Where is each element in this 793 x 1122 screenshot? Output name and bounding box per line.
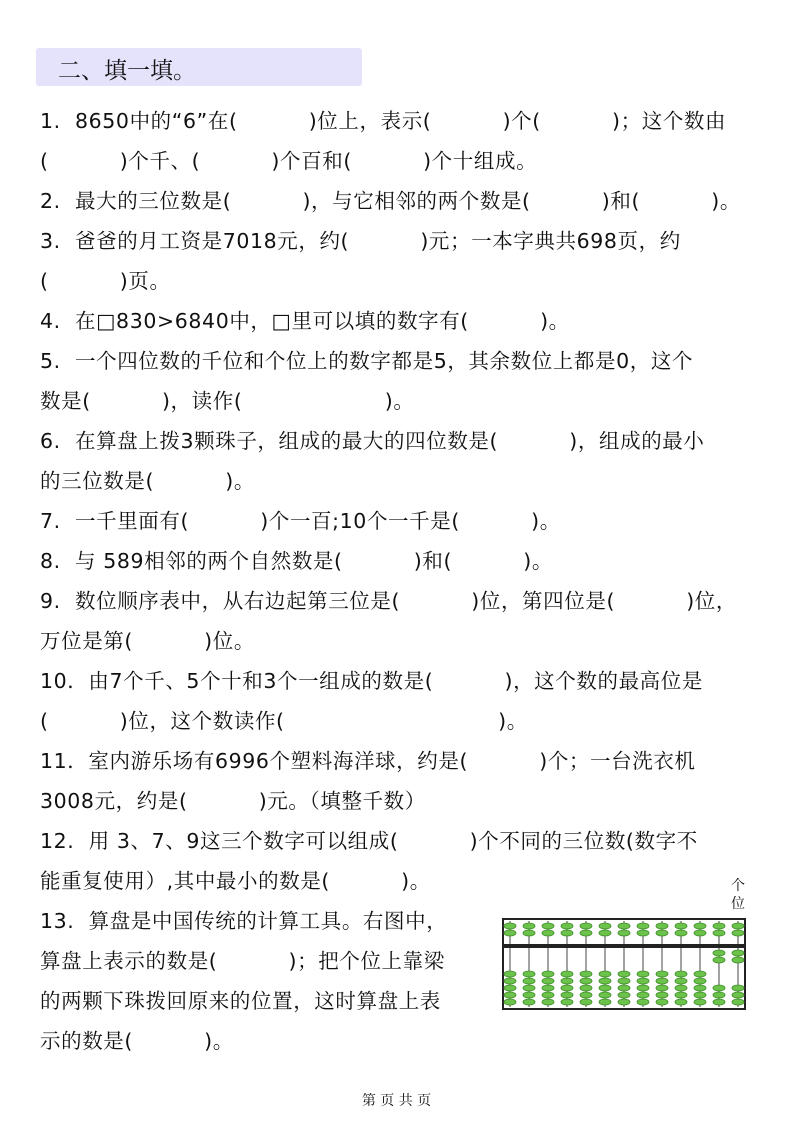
question-line: 12. 用 3、7、9这三个数字可以组成( )个不同的三位数(数字不 bbox=[40, 829, 698, 853]
abacus-bead bbox=[713, 992, 725, 998]
abacus-bead bbox=[599, 999, 611, 1005]
abacus-bead bbox=[732, 950, 744, 956]
question-line: ( )位，这个数读作( )。 bbox=[40, 709, 528, 733]
abacus-bead bbox=[732, 999, 744, 1005]
abacus-bead bbox=[599, 978, 611, 984]
abacus-bead bbox=[637, 985, 649, 991]
question-line: 2. 最大的三位数是( )，与它相邻的两个数是( )和( )。 bbox=[40, 189, 741, 213]
question-line: ( )页。 bbox=[40, 269, 171, 293]
abacus-bead bbox=[618, 999, 630, 1005]
abacus-figure bbox=[502, 918, 746, 1010]
abacus-bead bbox=[713, 950, 725, 956]
abacus-bead bbox=[504, 971, 516, 977]
abacus-bead bbox=[713, 923, 725, 929]
abacus-bead bbox=[694, 971, 706, 977]
abacus-bead bbox=[580, 923, 592, 929]
question-line: ( )个千、( )个百和( )个十组成。 bbox=[40, 149, 538, 173]
abacus-bead bbox=[561, 930, 573, 936]
abacus-bead bbox=[618, 923, 630, 929]
abacus-bead bbox=[542, 971, 554, 977]
abacus-bead bbox=[599, 923, 611, 929]
question-line: 3. 爸爸的月工资是7018元，约( )元；一本字典共698页，约 bbox=[40, 229, 681, 253]
question-line: 9. 数位顺序表中，从右边起第三位是( )位，第四位是( )位， bbox=[40, 589, 738, 613]
abacus-bead bbox=[523, 992, 535, 998]
abacus-bead bbox=[675, 923, 687, 929]
abacus-bead bbox=[675, 985, 687, 991]
abacus-bead bbox=[732, 930, 744, 936]
question-line: 1. 8650中的“6”在( )位上，表示( )个( )；这个数由 bbox=[40, 109, 727, 133]
abacus-bead bbox=[542, 985, 554, 991]
question-line: 万位是第( )位。 bbox=[40, 629, 255, 653]
abacus-bead bbox=[637, 971, 649, 977]
abacus-bead bbox=[732, 985, 744, 991]
question-line: 6. 在算盘上拨3颗珠子，组成的最大的四位数是( )，组成的最小 bbox=[40, 429, 705, 453]
abacus-bead bbox=[656, 923, 668, 929]
abacus-place-label bbox=[729, 877, 747, 913]
abacus-bead bbox=[599, 930, 611, 936]
question-line: 能重复使用）,其中最小的数是( )。 bbox=[40, 869, 431, 893]
question-line: 10．由7个千、5个十和3个一组成的数是( )，这个数的最高位是 bbox=[40, 669, 703, 693]
abacus-bead bbox=[523, 985, 535, 991]
page-footer-text: 第 页 共 页 bbox=[361, 1093, 432, 1109]
abacus-bead bbox=[504, 930, 516, 936]
abacus-bead bbox=[675, 930, 687, 936]
abacus-bead bbox=[542, 930, 554, 936]
question-line: 5. 一个四位数的千位和个位上的数字都是5，其余数位上都是0，这个 bbox=[40, 349, 694, 373]
abacus-bead bbox=[542, 923, 554, 929]
question-line: 8. 与 589相邻的两个自然数是( )和( )。 bbox=[40, 549, 553, 573]
abacus-bead bbox=[561, 985, 573, 991]
abacus-bead bbox=[656, 971, 668, 977]
abacus-bead bbox=[637, 978, 649, 984]
abacus-bead bbox=[504, 923, 516, 929]
abacus-bead bbox=[618, 971, 630, 977]
abacus-bead bbox=[561, 923, 573, 929]
abacus-bead bbox=[504, 999, 516, 1005]
abacus-bead bbox=[504, 992, 516, 998]
abacus-bead bbox=[713, 957, 725, 963]
abacus-beam bbox=[503, 944, 745, 948]
abacus-bead bbox=[694, 992, 706, 998]
question-line: 3008元，约是( )元。（填整千数） bbox=[40, 789, 426, 813]
abacus-bead bbox=[523, 930, 535, 936]
abacus-bead bbox=[732, 923, 744, 929]
abacus-bead bbox=[618, 978, 630, 984]
abacus-bead bbox=[675, 992, 687, 998]
abacus-bead bbox=[580, 930, 592, 936]
abacus-bead bbox=[542, 992, 554, 998]
abacus-bead bbox=[675, 971, 687, 977]
question-line: 的三位数是( )。 bbox=[40, 469, 255, 493]
abacus-bead bbox=[675, 978, 687, 984]
section-header bbox=[36, 48, 362, 86]
abacus-bead bbox=[637, 999, 649, 1005]
question-line: 的两颗下珠拨回原来的位置，这时算盘上表 bbox=[40, 989, 441, 1013]
abacus-bead bbox=[656, 930, 668, 936]
question-line: 数是( )，读作( )。 bbox=[40, 389, 415, 413]
abacus-bead bbox=[637, 923, 649, 929]
abacus-bead bbox=[656, 992, 668, 998]
abacus-bead bbox=[694, 999, 706, 1005]
abacus-bead bbox=[561, 978, 573, 984]
abacus-bead bbox=[580, 985, 592, 991]
question-line: 11．室内游乐场有6996个塑料海洋球，约是( )个；一台洗衣机 bbox=[40, 749, 696, 773]
question-line: 4. 在□830>6840中，□里可以填的数字有( )。 bbox=[40, 309, 570, 333]
abacus-bead bbox=[713, 930, 725, 936]
abacus-bead bbox=[618, 930, 630, 936]
abacus-bead bbox=[523, 978, 535, 984]
abacus-bead bbox=[713, 999, 725, 1005]
abacus-bead bbox=[580, 978, 592, 984]
section-title: 二、填一填。 bbox=[58, 58, 196, 84]
abacus-bead bbox=[713, 985, 725, 991]
abacus-place-label-text: 个位 bbox=[731, 878, 745, 912]
abacus-bead bbox=[542, 999, 554, 1005]
abacus-bead bbox=[599, 985, 611, 991]
abacus-bead bbox=[656, 978, 668, 984]
abacus-bead bbox=[675, 999, 687, 1005]
question-line: 算盘上表示的数是( )；把个位上靠梁 bbox=[40, 949, 445, 973]
abacus-bead bbox=[694, 930, 706, 936]
abacus-bead bbox=[637, 992, 649, 998]
abacus-bead bbox=[599, 971, 611, 977]
abacus-bead bbox=[732, 992, 744, 998]
abacus-bead bbox=[561, 971, 573, 977]
abacus-bead bbox=[580, 992, 592, 998]
abacus-bead bbox=[523, 999, 535, 1005]
question-line: 13. 算盘是中国传统的计算工具。右图中， bbox=[40, 909, 448, 933]
abacus-bead bbox=[637, 930, 649, 936]
abacus-bead bbox=[656, 985, 668, 991]
abacus-bead bbox=[561, 992, 573, 998]
question-line: 示的数是( )。 bbox=[40, 1029, 234, 1053]
page-footer bbox=[0, 1090, 793, 1110]
abacus-bead bbox=[504, 985, 516, 991]
abacus-bead bbox=[580, 971, 592, 977]
abacus-bead bbox=[561, 999, 573, 1005]
abacus-bead bbox=[542, 978, 554, 984]
question-line: 7. 一千里面有( )个一百;10个一千是( )。 bbox=[40, 509, 561, 533]
abacus-bead bbox=[599, 992, 611, 998]
abacus-bead bbox=[504, 978, 516, 984]
abacus-bead bbox=[694, 923, 706, 929]
abacus-bead bbox=[523, 971, 535, 977]
abacus-bead bbox=[523, 923, 535, 929]
abacus-bead bbox=[580, 999, 592, 1005]
abacus-bead bbox=[694, 978, 706, 984]
abacus-bead bbox=[656, 999, 668, 1005]
abacus-bead bbox=[618, 985, 630, 991]
abacus-bead bbox=[732, 957, 744, 963]
abacus-bead bbox=[694, 985, 706, 991]
abacus-bead bbox=[618, 992, 630, 998]
